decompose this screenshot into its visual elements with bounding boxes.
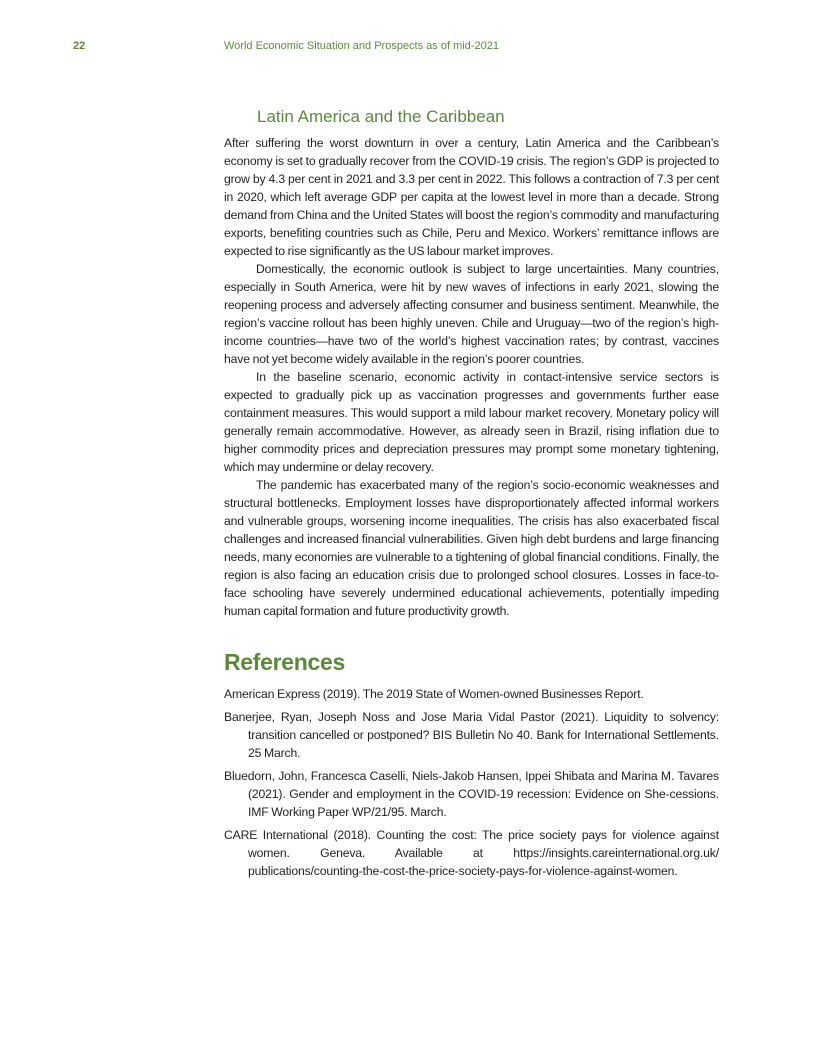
- body-paragraph: After suffering the worst downturn in over a century, Latin America and the Caribbean’s economy is set to gradually recover from the COVID-19 crisis. The region’s GDP is projected to grow by 4.3 per cent in 2021 and 3.3 per cent in 2022. This follows a contraction of 7.3 per cent in 2020, which left average GDP per capita at the lowest level in more than a decade. Strong demand from China and the United States will boost the region’s commodity and manufacturing exports, benefiting countries such as Chile, Peru and Mexico. Workers’ remittance inflows are expected to rise significantly as the US labour market improves.: [224, 136, 719, 258]
- page-header: [0, 40, 816, 54]
- section-body: [224, 134, 719, 620]
- reference-item: CARE International (2018). Counting the cost: The price society pays for violence against women. Geneva. Available at https://insights.careinternational.org.uk/ publications/counting-the-cost-the-price-society-pays-for-violence-against-women.: [224, 828, 719, 878]
- main-content: [224, 106, 719, 885]
- references-list: [224, 685, 719, 880]
- section-heading: Latin America and the Caribbean: [257, 107, 505, 126]
- references-heading: References: [224, 649, 346, 675]
- running-title: World Economic Situation and Prospects as of mid-2021: [224, 40, 499, 52]
- body-paragraph: In the baseline scenario, economic activity in contact-intensive service sectors is expected to gradually pick up as vaccination progresses and governments further ease containment measures. This would support a mild labour market recovery. Monetary policy will generally remain accommodative. However, as already seen in Brazil, rising inflation due to higher commodity prices and depreciation pressures may prompt some monetary tightening, which may undermine or delay recovery.: [224, 370, 719, 474]
- body-paragraph: The pandemic has exacerbated many of the region’s socio-economic weaknesses and structural bottlenecks. Employment losses have disproportionately affected informal workers and vulnerable groups, worsening income inequalities. The crisis has also exacerbated fiscal challenges and increased financial vulnerabilities. Given high debt burdens and large financing needs, many economies are vulnerable to a tightening of global financial conditions. Finally, the region is also facing an education crisis due to prolonged school closures. Losses in face-to-face schooling have severely undermined educational achievements, potentially impeding human capital formation and future productivity growth.: [224, 478, 719, 618]
- body-paragraph: Domestically, the economic outlook is subject to large uncertainties. Many countries, especially in South America, were hit by new waves of infections in early 2021, slowing the reopening process and adversely affecting consumer and business sentiment. Meanwhile, the region’s vaccine rollout has been highly uneven. Chile and Uruguay—two of the region’s high-income countries—have two of the world’s highest vaccination rates; by contrast, vaccines have not yet become widely available in the region’s poorer countries.: [224, 262, 719, 366]
- reference-item: Bluedorn, John, Francesca Caselli, Niels-Jakob Hansen, Ippei Shibata and Marina M. Tavares (2021). Gender and employment in the COVID-19 recession: Evidence on She-cessions. IMF Working Paper WP/21/95. March.: [224, 769, 719, 819]
- page-number: 22: [73, 40, 86, 52]
- reference-item: American Express (2019). The 2019 State of Women-owned Businesses Report.: [224, 687, 644, 701]
- reference-item: Banerjee, Ryan, Joseph Noss and Jose Maria Vidal Pastor (2021). Liquidity to solvency: transition cancelled or postponed? BIS Bulletin No 40. Bank for International Settlements. 25 March.: [224, 710, 719, 760]
